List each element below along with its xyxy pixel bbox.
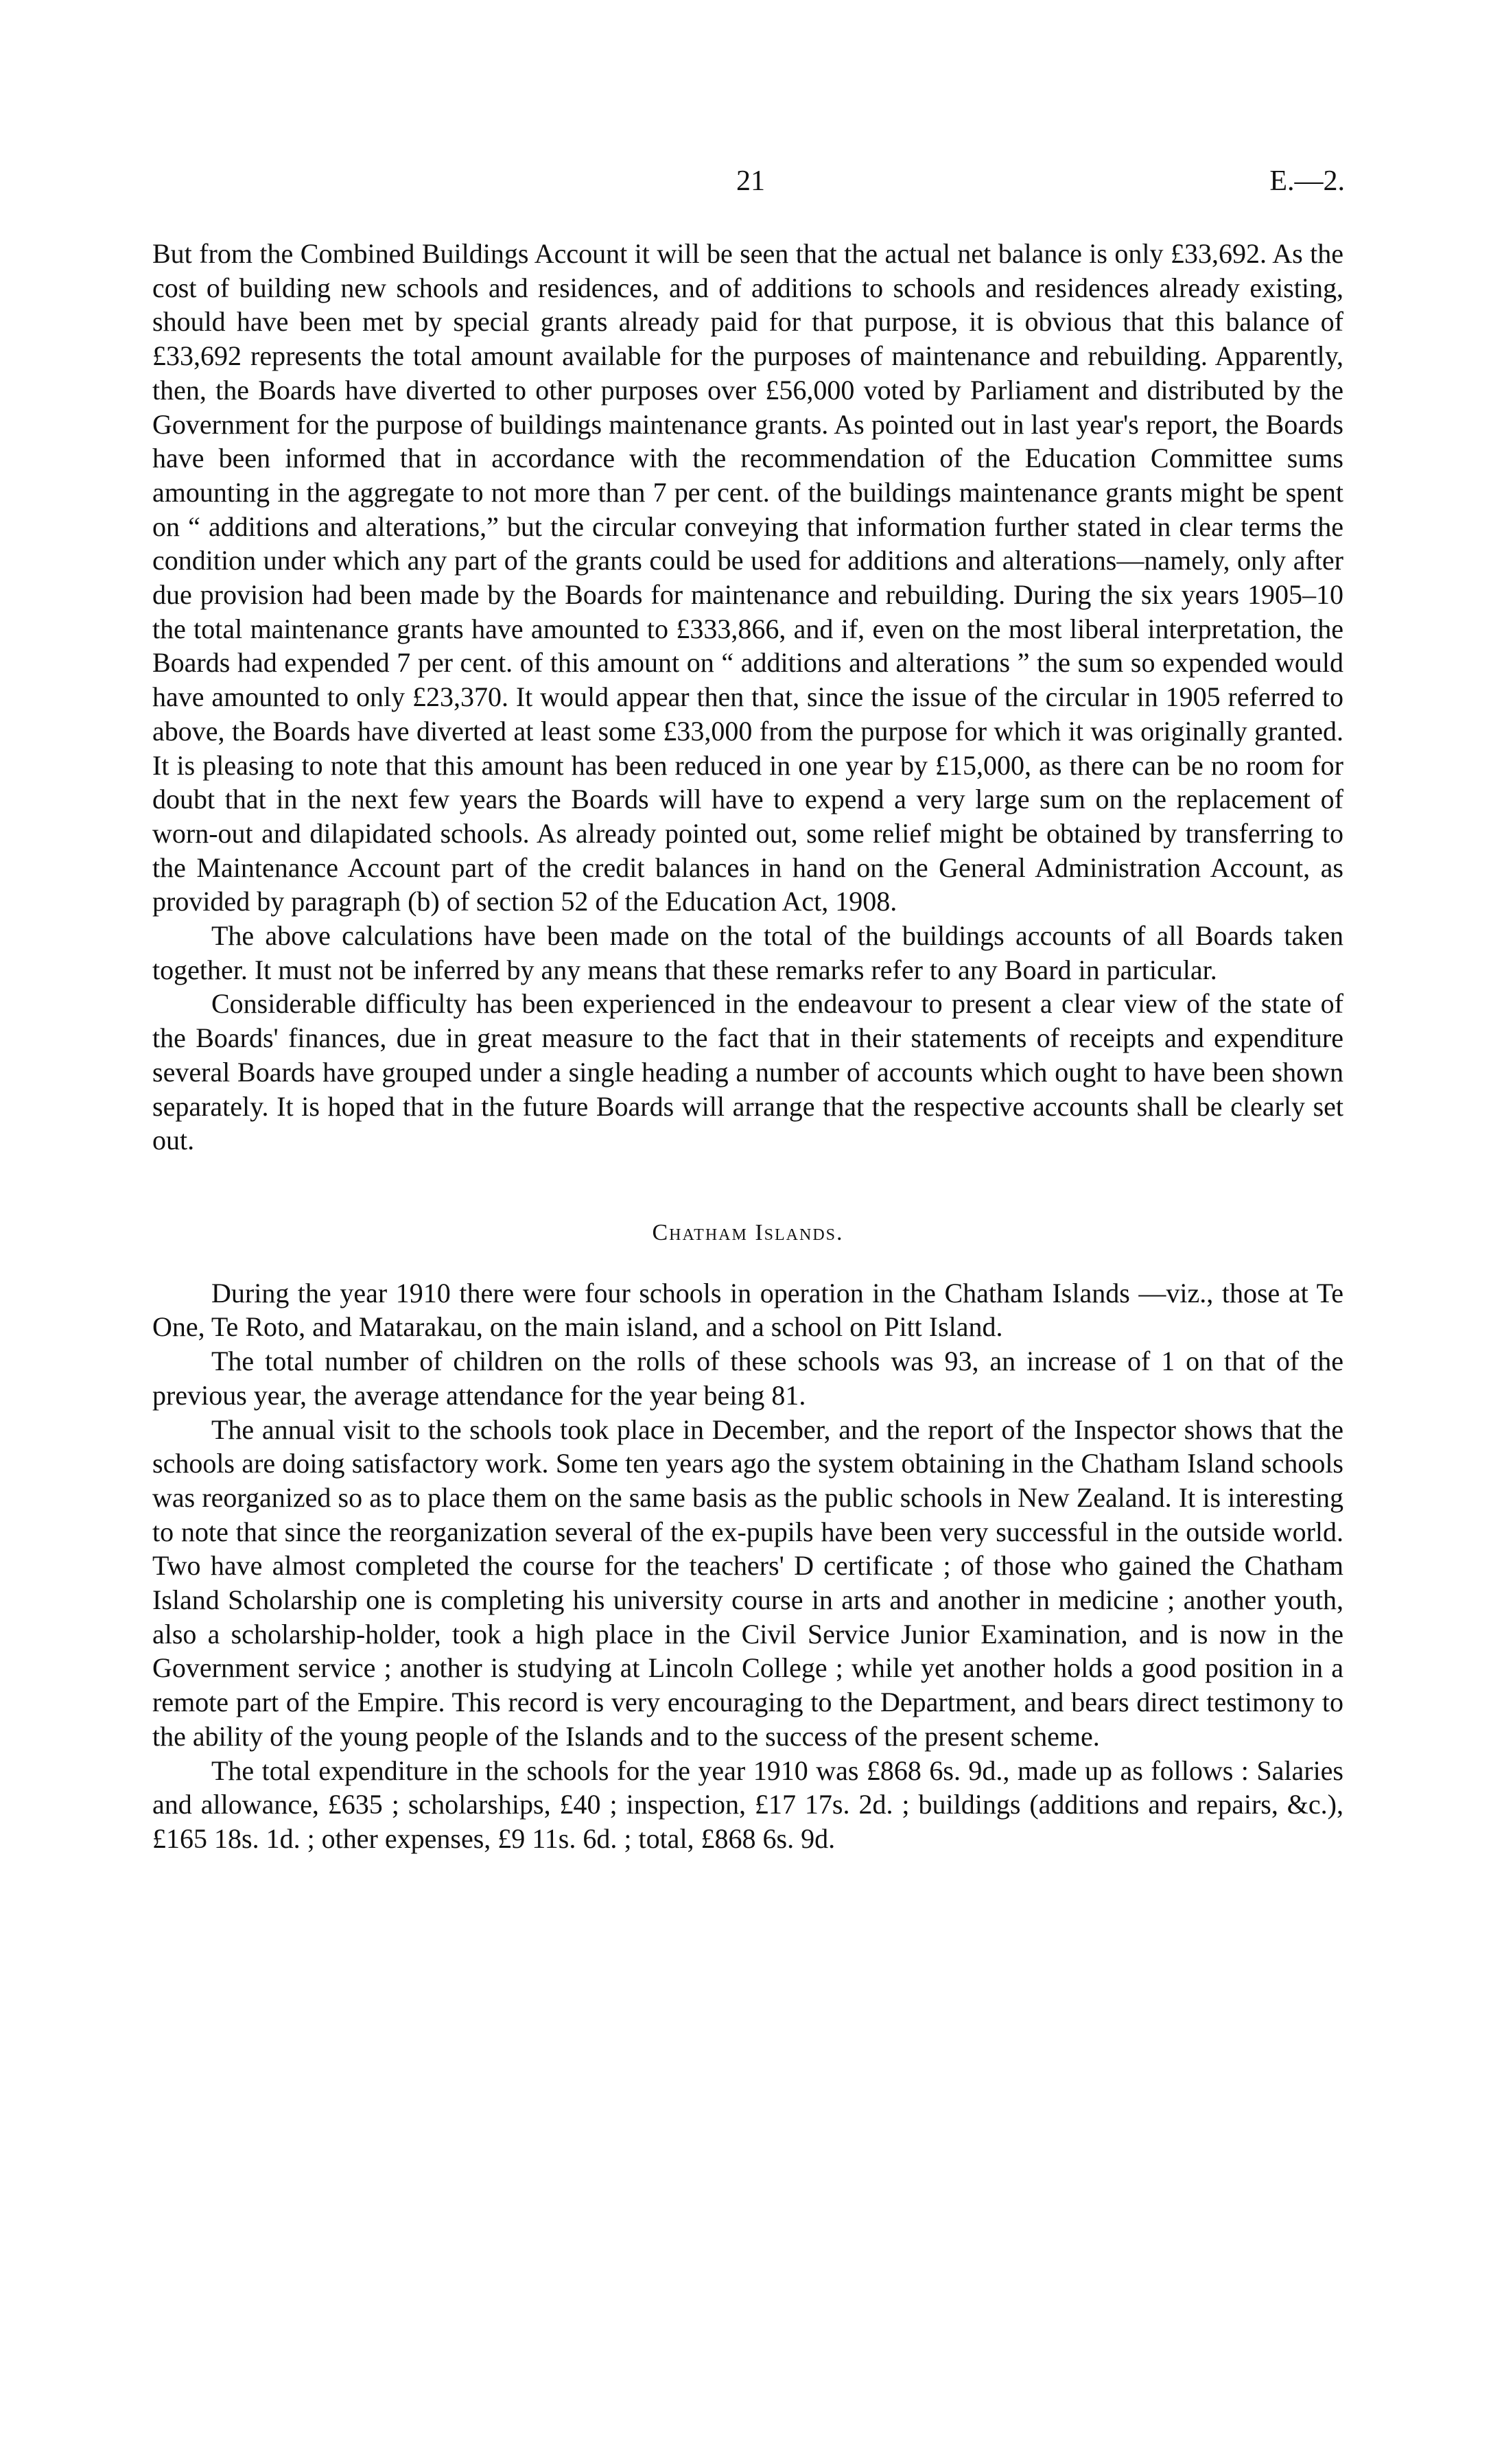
page-header	[156, 165, 1345, 206]
section-heading-chatham-islands: Chatham Islands.	[652, 1219, 844, 1245]
page-reference: E.—2.	[1269, 165, 1345, 197]
paragraph-finances-difficulty: Considerable difficulty has been experienced in the endeavour to present a clear view of the state of the Boards' finances, due in great measure to the fact that in their statements of receipts and expenditure several Boards have grouped under a single heading a number of accounts which ought to have been shown separately. It is hoped that in the future Boards will arrange that the respective accounts shall be clearly set out.	[152, 988, 1343, 1156]
paragraph-schools-in-operation: During the year 1910 there were four schools in operation in the Chatham Islands —viz., those at Te One, Te Roto, and Matarakau, on the main island, and a school on Pitt Island.	[152, 1277, 1343, 1343]
page-number: 21	[736, 165, 765, 197]
paragraph-total-expenditure: The total expenditure in the schools for the year 1910 was £868 6s. 9d., made up as follows : Salaries and allowance, £635 ; scholarships, £40 ; inspection, £17 17s. 2d. ; buildings (additions and repairs, &c.), £165 18s. 1d. ; other expenses, £9 11s. 6d. ; total, £868 6s. 9d.	[152, 1755, 1343, 1854]
paragraph-annual-visit: The annual visit to the schools took place in December, and the report of the Inspector shows that the schools are doing satisfactory work. Some ten years ago the system obtaining in the Chatham Island schools was reorganized so as to place them on the same basis as the public schools in New Zealand. It is interesting to note that since the reorganization several of the ex-pupils have been very successful in the outside world. Two have almost completed the course for the teachers' D certificate ; of those who gained the Chatham Island Scholarship one is completing his university course in arts and another in medicine ; another youth, also a scholarship-holder, took a high place in the Civil Service Junior Examination, and is now in the Government service ; another is studying at Lincoln College ; while yet another holds a good position in a remote part of the Empire. This record is very encouraging to the Department, and bears direct testimony to the ability of the young people of the Islands and to the success of the present scheme.	[152, 1413, 1343, 1752]
paragraph-calculations: The above calculations have been made on the total of the buildings accounts of all Boards taken together. It must not be inferred by any means that these remarks refer to any Board in particular.	[152, 920, 1343, 985]
document-body	[152, 237, 1343, 1856]
paragraph-rolls: The total number of children on the rolls of these schools was 93, an increase of 1 on that of the previous year, the average attendance for the year being 81.	[152, 1346, 1343, 1411]
paragraph-buildings-balance: But from the Combined Buildings Account it will be seen that the actual net balance is only £33,692. As the cost of building new schools and residences, and of additions to schools and residences already existing, should have been met by special grants already paid for that purpose, it is obvious that this balance of £33,692 represents the total amount available for the purposes of maintenance and rebuilding. Apparently, then, the Boards have diverted to other purposes over £56,000 voted by Parliament and distributed by the Government for the purpose of buildings maintenance grants. As pointed out in last year's report, the Boards have been informed that in accordance with the recommendation of the Education Committee sums amounting in the aggregate to not more than 7 per cent. of the buildings maintenance grants might be spent on “ additions and alterations,” but the circular conveying that information further stated in clear terms the condition under which any part of the grants could be used for additions and alterations—namely, only after due provision had been made by the Boards for maintenance and rebuilding. During the six years 1905–10 the total maintenance grants have amounted to £333,866, and if, even on the most liberal interpretation, the Boards had expended 7 per cent. of this amount on “ additions and alterations ” the sum so expended would have amounted to only £23,370. It would appear then that, since the issue of the circular in 1905 referred to above, the Boards have diverted at least some £33,000 from the purpose for which it was originally granted. It is pleasing to note that this amount has been reduced in one year by £15,000, as there can be no room for doubt that in the next few years the Boards will have to expend a very large sum on the replacement of worn-out and dilapidated schools. As already pointed out, some relief might be obtained by transferring to the Maintenance Account part of the credit balances in hand on the General Administration Account, as provided by paragraph (b) of section 52 of the Education Act, 1908.	[152, 238, 1343, 917]
